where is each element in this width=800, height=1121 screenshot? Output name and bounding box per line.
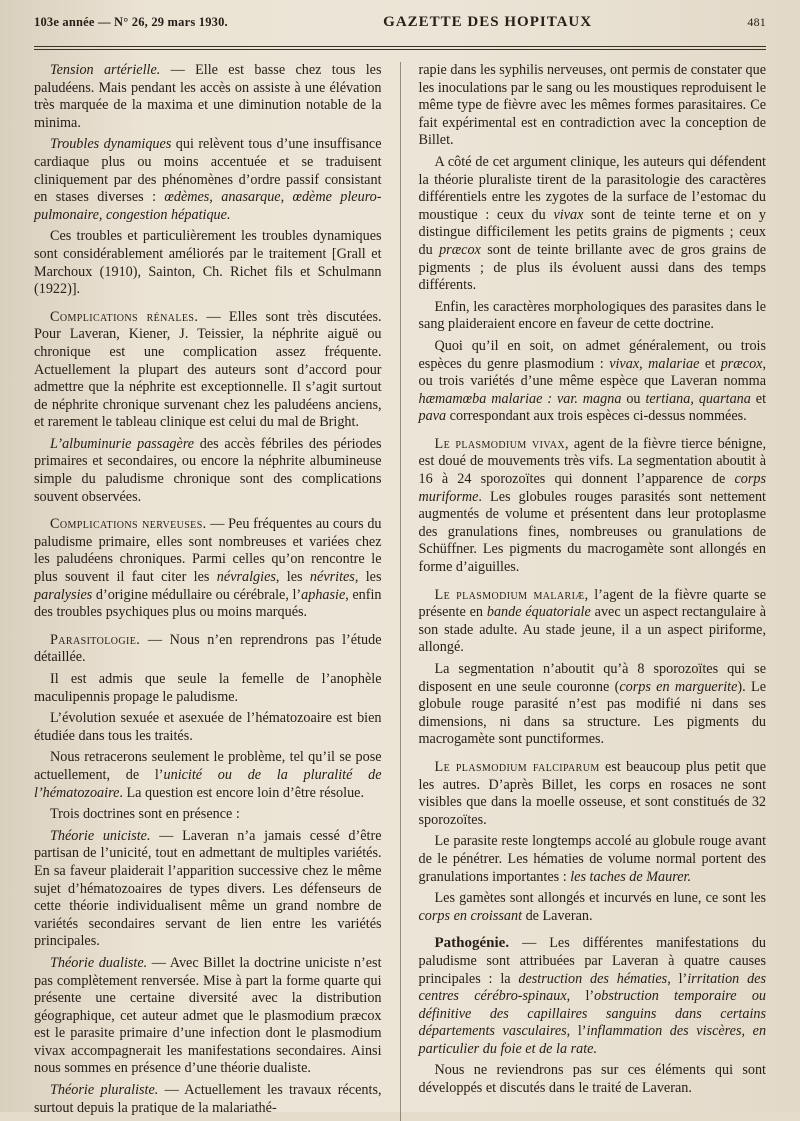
text-argument-b: sont de teinte terne et on y distingue difficilement les petits grains de pigments ; ceux du — [418, 206, 767, 258]
term-nevrites: névrites — [309, 569, 355, 586]
text-probleme-a: Nous retracerons seulement le problème, tel qu’il se pose actuellement, de l’ — [34, 749, 382, 783]
text-argument-a: A côté de cet argument clinique, les auteurs qui défendent la théorie pluraliste tirent de la parasitologie des caractères différentiels entre les zygotes de la surface de l’estomac du moustique : ceux du — [418, 153, 767, 223]
paragraph-troubles — [34, 136, 382, 224]
paragraph-renal — [34, 309, 382, 432]
paragraph-argument — [419, 154, 767, 295]
text-sep-2: , les — [354, 569, 382, 586]
text-probleme-italic: unicité ou de la pluralité de l’hématozoaire — [34, 766, 382, 801]
text-dualiste: — Avec Billet la doctrine uniciste n’est pas complètement renversée. Mise à part la forme quarte qui présente une certaine diversité avec la distribution géographique, cet auteur admet que le plasmodium præcox est le parasite primaire d’une infection dont le plasmodium vivax accompagnerait les manifestations secondaires. Ainsi nous sommes en présence d’une théorie dualiste. — [34, 954, 382, 1077]
term-corps-muriforme: corps muriforme — [418, 471, 767, 505]
term-taches-maurer: les taches de Maurer. — [570, 868, 692, 885]
term-aphasie: aphasie — [301, 586, 346, 603]
text-uniciste: — Laveran n’a jamais cessé d’être partisan de l’unicité, tout en admettant de multiples variétés. En sa faveur plaiderait l’apparition successive chez le même sujet d’hématozoaires de types divers. Les défenseurs de cette théorie individualisent même un grand nombre de variétés secondaires servant de lien entre les variétés principales. — [34, 827, 382, 950]
paragraph-gametes — [419, 890, 767, 925]
text-pathogenie-b: , l’ — [667, 970, 688, 987]
paragraph-segmentation — [419, 661, 767, 749]
header-rule-secondary — [34, 49, 766, 50]
text-nerveuses: — Peu fréquentes au cours du paludisme primaire, elles sont nombreuses et variées chez les paludéens chroniques. Parmi celles qu’on rencontre le plus souvent il faut citer les — [34, 516, 382, 586]
paragraph-vivax — [419, 436, 767, 577]
paragraph-probleme — [34, 749, 382, 802]
text-pathogenie-d: , l’ — [566, 1023, 587, 1040]
text-gametes-b: de Laveran. — [522, 907, 593, 924]
term-destruction: destruction des hématies — [518, 970, 668, 987]
text-malariae-b: avec un aspect rectangulaire à son stade adulte. Au stade jeune, il a un aspect piriforme, allongé. — [418, 604, 767, 656]
term-nevralgies: névralgies — [216, 569, 276, 586]
journal-title: GAZETTE DES HOPITAUX — [383, 14, 593, 30]
article-columns — [34, 62, 766, 1121]
text-sep-4: , enfin des troubles psychiques plus ou moins marqués. — [34, 586, 382, 621]
text-pluraliste: — Actuellement les travaux récents, surtout depuis la pratique de la malariathé- — [34, 1082, 382, 1116]
text-probleme-b: . La question est encore loin d’être résolue. — [119, 784, 365, 801]
heading-nerveuses: Complications nerveuses. — [50, 516, 207, 533]
text-especes-f: correspondant aux trois espèces ci-dessus nommées. — [446, 408, 747, 425]
term-bande-equatoriale: bande équatoriale — [486, 604, 591, 621]
heading-malariae: Le plasmodium malariæ, — [434, 586, 589, 603]
paragraph-pathogenie — [419, 935, 767, 1058]
column-divider — [400, 62, 401, 1121]
paragraph-evolution: L’évolution sexuée et asexuée de l’hématozoaire est bien étudiée dans tous les traités. — [34, 710, 382, 744]
text-segmentation-b: ). Le globule rouge parasité n’est pas modifié ni dans ses dimensions, ni dans sa structure. Les pigments du macrogamète sont punctiformes. — [418, 678, 767, 748]
page-header — [34, 14, 766, 42]
term-pava: pava — [418, 408, 447, 425]
paragraph-especes — [419, 338, 767, 426]
text-vivax-b: . Les globules rouges parasités sont nettement augmentés de volume et présentent dans leur protoplasme des granulations fines, nombreuses ou granulations de Schüffner. Les pigments du macrogamète sont allongés en forme d’aiguilles. — [418, 488, 767, 576]
text-renal: — Elles sont très discutées. Pour Laveran, Kiener, J. Teissier, la néphrite aiguë ou chronique est une complication assez fréquente. Actuellement la plupart des auteurs sont d’accord pour admettre que la néphrite est exceptionnelle. Il s’agit surtout de néphrite chronique survenant chez les paludéens anciens, et rarement le tableau clinique est celui du mal de Bright. — [34, 308, 382, 431]
paragraph-anophele: Il est admis que seule la femelle de l’anophèle maculipennis propage le paludisme. — [34, 671, 382, 705]
paragraph-malariae — [419, 587, 767, 657]
text-troubles: qui relèvent tous d’une insuffisance cardiaque plus ou moins accentuée et se traduisent cliniquement par des phénomènes d’ordre passif consistant en stases diverses : — [34, 136, 382, 206]
text-malariae-a: l’agent de la fièvre quarte se présente en — [418, 586, 767, 621]
text-especes-d: ou — [621, 390, 646, 407]
term-irritation: irritation des centres cérébro-spinaux — [418, 970, 766, 1005]
paragraph-uniciste — [34, 828, 382, 951]
right-column — [419, 62, 767, 1121]
text-tension: — Elle est basse chez tous les paludéens. Mais pendant les accès on assiste à une élévation très marquée de la maxima et une diminution notable de la minima. — [34, 62, 382, 131]
issue-line: 103e année — N° 26, 29 mars 1930. — [34, 15, 228, 29]
paragraph-morphologie: Enfin, les caractères morphologiques des parasites dans le sang plaideraient encore en faveur de cette doctrine. — [418, 298, 767, 333]
paragraph-parasite-globule — [419, 833, 767, 886]
text-argument-c: sont de teinte brillante avec de gros grains de pigments ; de plus ils évoluent aussi dans des temps différents. — [418, 241, 767, 294]
text-parasitologie: — Nous n’en reprendrons pas l’étude détaillée. — [34, 631, 382, 666]
text-sep-1: , les — [275, 569, 310, 586]
term-obstruction: obstruction temporaire ou définitive des capillaires sanguins dans certains départements vasculaires — [418, 988, 767, 1040]
paragraph-nerveuses — [34, 516, 382, 622]
heading-falciparum: Le plasmodium falciparum — [434, 758, 600, 775]
paragraph-parasitologie — [34, 632, 382, 667]
left-column — [34, 62, 382, 1121]
heading-troubles: Troubles dynamiques — [50, 136, 172, 153]
text-pathogenie-c: , l’ — [566, 988, 595, 1005]
heading-pathogenie: Pathogénie. — [434, 935, 510, 952]
heading-albuminurie: L’albuminurie passagère — [50, 435, 195, 452]
term-corps-croissant: corps en croissant — [418, 907, 523, 924]
heading-tension: Tension artérielle. — [50, 62, 161, 78]
paragraph-tension — [34, 62, 382, 132]
heading-dualiste: Théorie dualiste. — [50, 954, 148, 971]
heading-pluraliste: Théorie pluraliste. — [50, 1082, 159, 1099]
text-segmentation-a: La segmentation n’aboutit qu’à 8 sporozoïtes qui se disposent en une seule couronne ( — [418, 661, 767, 695]
paragraph-dualiste — [34, 955, 382, 1078]
heading-renal: Complications rénales. — [50, 308, 199, 325]
paragraph-albuminurie — [34, 436, 382, 506]
term-inflammation: inflammation des viscères, en particulier du foie et de la rate. — [418, 1023, 767, 1057]
term-tertiana-quartana: tertiana, quartana — [645, 390, 751, 407]
term-vivax-malariae: vivax, malariae — [609, 355, 700, 372]
text-vivax-a: agent de la fièvre tierce bénigne, est doué de mouvements très vifs. La segmentation aboutit à 16 à 24 sporozoïtes qui donnent l’apparence de — [418, 435, 767, 488]
text-sep-3: d’origine médullaire ou cérébrale, l’ — [92, 586, 302, 603]
heading-uniciste: Théorie uniciste. — [50, 827, 151, 844]
term-haemamoeba: hæmamœba malariae : var. magna — [418, 390, 622, 407]
term-vivax: vivax — [553, 206, 584, 223]
heading-vivax: Le plasmodium vivax, — [434, 435, 569, 452]
term-paralysies: paralysies — [34, 586, 93, 603]
paragraph-conclusion: Nous ne reviendrons pas sur ces éléments qui sont développés et discutés dans le traité de Laveran. — [418, 1062, 767, 1097]
paragraph-falciparum — [419, 759, 767, 829]
text-especes-e: et — [750, 390, 767, 407]
page-number: 481 — [747, 15, 766, 29]
text-albuminurie: des accès fébriles des périodes primaires et secondaires, ou encore la néphrite albumineuse simple du paludisme chronique sont des complications souvent observées. — [34, 435, 382, 505]
term-praecox-2: præcox — [720, 355, 763, 372]
text-falciparum: est beaucoup plus petit que les autres. D’après Billet, les corps en rosaces ne sont visibles que dans la moelle osseuse, et sont constitués de 32 sporozoïtes. — [418, 758, 767, 828]
text-especes-b: et — [699, 355, 721, 372]
text-especes-a: Quoi qu’il en soit, on admet généralement, ou trois espèces du genre plasmodium : — [418, 337, 767, 372]
term-praecox: præcox — [439, 241, 481, 258]
text-especes-c: , ou trois variétés d’une même espèce que Laveran nomma — [418, 355, 767, 390]
paragraph-doctrines: Trois doctrines sont en présence : — [50, 806, 240, 823]
term-corps-marguerite: corps en marguerite — [619, 678, 738, 695]
text-troubles-italic: œdèmes, anasarque, œdème pleuro-pulmonaire, congestion hépatique. — [34, 189, 382, 223]
text-pathogenie-a: — Les différentes manifestations du paludisme sont attribuées par Laveran à quatre causes principales : la — [418, 935, 767, 987]
paragraph-continuation: rapie dans les syphilis nerveuses, ont permis de constater que les inoculations par le sang ou les moustiques reproduisent le même type de fièvre avec les mêmes formes parasitaires. Ce fait expérimental est en contradiction avec la conception de Billet. — [418, 62, 767, 149]
text-parasite-a: Le parasite reste longtemps accolé au globule rouge avant de le pénétrer. Les hématies de volume normal portent des granulations importantes : — [418, 833, 767, 885]
header-rule — [34, 46, 766, 47]
heading-parasitologie: Parasitologie. — [50, 631, 141, 648]
text-gametes-a: Les gamètes sont allongés et incurvés en lune, ce sont les — [434, 890, 767, 907]
paragraph-treatment: Ces troubles et particulièrement les troubles dynamiques sont considérablement améliorés par le traitement [Grall et Marchoux (1910), Sainton, Ch. Richet fils et Schulmann (1922)]. — [34, 228, 382, 298]
